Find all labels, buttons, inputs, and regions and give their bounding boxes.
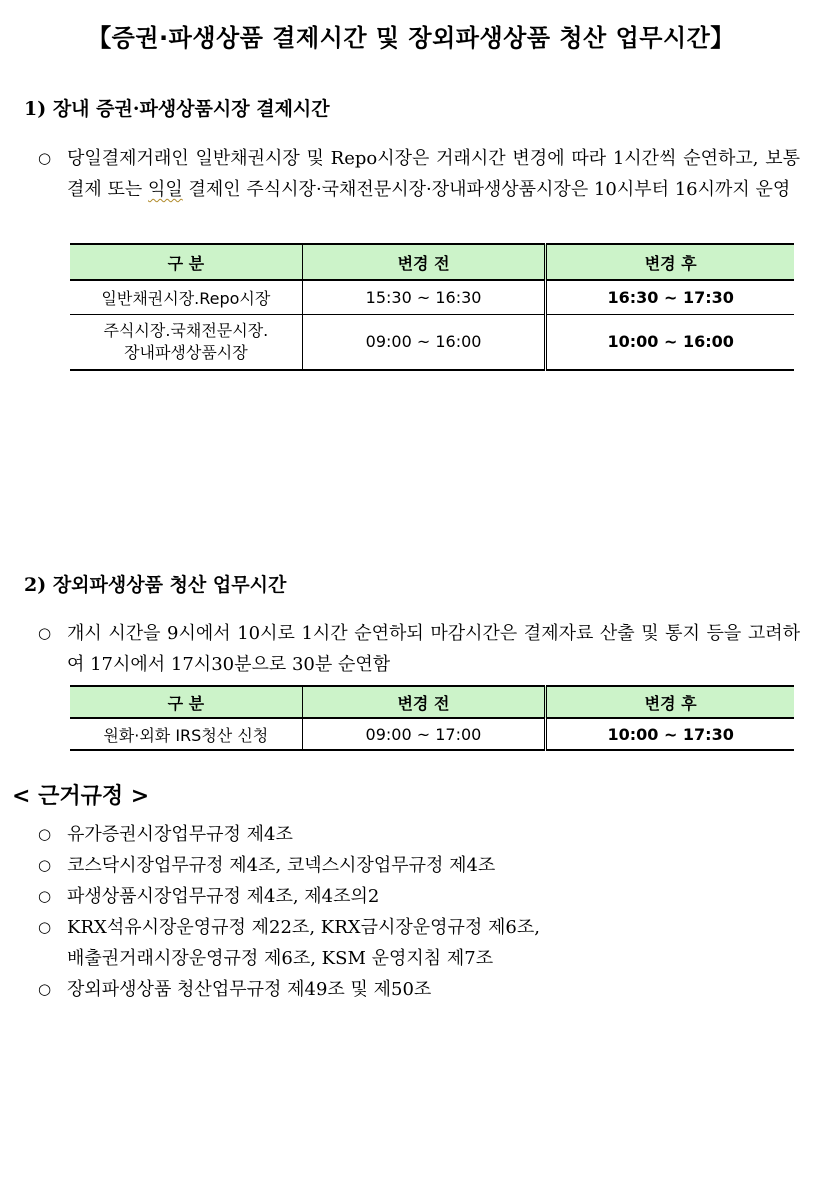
bullet-circle-icon: ○ — [38, 887, 52, 905]
bullet-circle-icon: ○ — [38, 856, 52, 874]
clearing-time-table — [70, 685, 794, 751]
section-2-heading: 2) 장외파생상품 청산 업무시간 — [24, 574, 287, 596]
list-item — [38, 819, 758, 850]
section-1-text-underlined: 익일 — [148, 179, 183, 200]
row-before: 09:00 ~ 16:00 — [302, 314, 546, 370]
row-before: 09:00 ~ 17:00 — [302, 718, 546, 750]
table-header-after: 변경 후 — [546, 686, 794, 718]
reference-text: 코스닥시장업무규정 제4조, 코넥스시장업무규정 제4조 — [67, 855, 496, 876]
section-2-paragraph — [38, 618, 800, 680]
row-category-line-2: 장내파생상품시장 — [124, 342, 248, 362]
row-category: 원화·외화 IRS청산 신청 — [70, 718, 302, 750]
references-list — [38, 819, 758, 1005]
row-after: 16:30 ~ 17:30 — [546, 280, 794, 314]
section-1-text-before: 당일결제거래인 일반채권시장 및 Repo시장은 거래시간 변경에 따라 1시간씩 순연하고, 보통결제 또는 — [67, 148, 800, 200]
reference-text: 장외파생상품 청산업무규정 제49조 및 제50조 — [67, 979, 432, 1000]
row-category-line-1: 주식시장.국채전문시장. — [103, 320, 269, 340]
section-1-heading: 1) 장내 증권·파생상품시장 결제시간 — [24, 98, 330, 120]
reference-text: 유가증권시장업무규정 제4조 — [67, 824, 293, 845]
list-item — [38, 974, 758, 1005]
reference-text: 파생상품시장업무규정 제4조, 제4조의2 — [67, 886, 380, 907]
row-before: 15:30 ~ 16:30 — [302, 280, 546, 314]
bullet-circle-icon: ○ — [38, 149, 52, 167]
row-after: 10:00 ~ 17:30 — [546, 718, 794, 750]
row-category: 일반채권시장.Repo시장 — [70, 280, 302, 314]
bullet-circle-icon: ○ — [38, 980, 52, 998]
references-heading: < 근거규정 > — [12, 783, 150, 809]
table-row — [70, 280, 794, 314]
page-title: 【증권·파생상품 결제시간 및 장외파생상품 청산 업무시간】 — [87, 24, 735, 52]
reference-text: KRX석유시장운영규정 제22조, KRX금시장운영규정 제6조, — [67, 917, 540, 938]
list-item — [38, 912, 758, 974]
table-header-before: 변경 전 — [302, 686, 546, 718]
reference-text-continued: 배출권거래시장운영규정 제6조, KSM 운영지침 제7조 — [67, 948, 494, 969]
section-1-paragraph — [38, 143, 800, 205]
row-category — [70, 314, 302, 370]
settlement-time-table — [70, 243, 794, 371]
section-1-text-after: 결제인 주식시장·국채전문시장·장내파생상품시장은 10시부터 16시까지 운영 — [182, 179, 791, 200]
table-header-category: 구 분 — [70, 686, 302, 718]
list-item — [38, 881, 758, 912]
bullet-circle-icon: ○ — [38, 825, 52, 843]
row-after: 10:00 ~ 16:00 — [546, 314, 794, 370]
table-row — [70, 718, 794, 750]
bullet-circle-icon: ○ — [38, 624, 52, 642]
bullet-circle-icon: ○ — [38, 918, 52, 936]
table-header-before: 변경 전 — [302, 244, 546, 280]
section-2-text: 개시 시간을 9시에서 10시로 1시간 순연하되 마감시간은 결제자료 산출 및 통지 등을 고려하여 17시에서 17시30분으로 30분 순연함 — [67, 623, 800, 675]
list-item — [38, 850, 758, 881]
table-header-category: 구 분 — [70, 244, 302, 280]
table-header-after: 변경 후 — [546, 244, 794, 280]
table-row — [70, 314, 794, 370]
